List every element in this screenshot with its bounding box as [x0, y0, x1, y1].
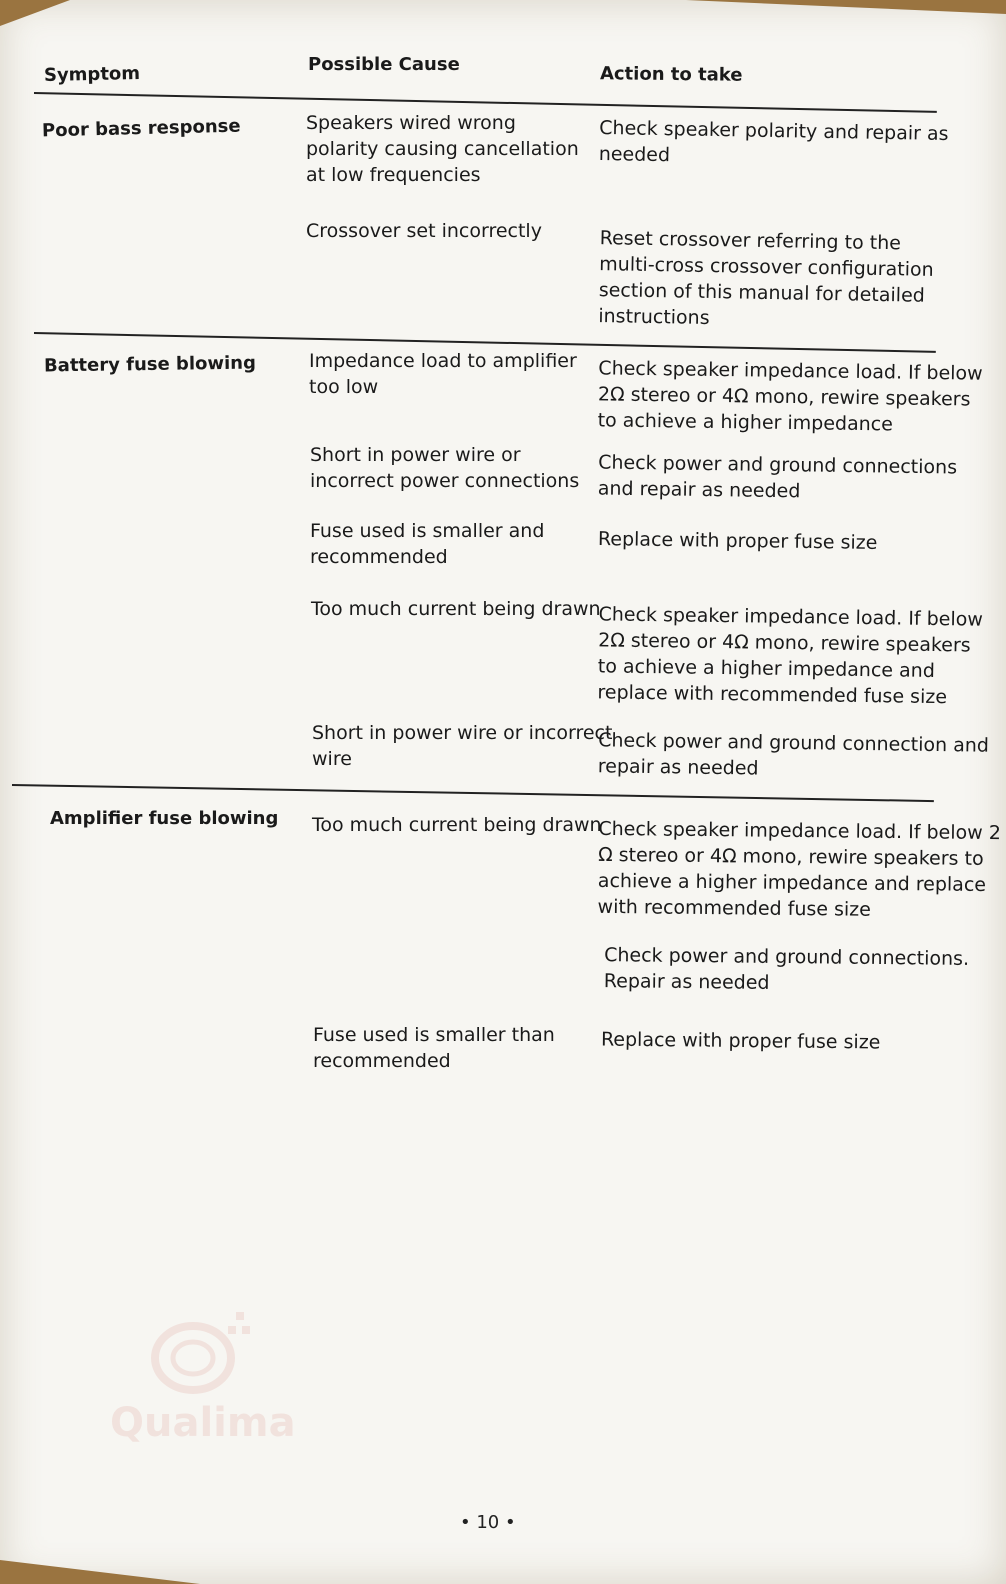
speaker-logo-icon — [148, 1298, 268, 1408]
cause-text: Short in power wire or incorrect wire — [312, 722, 613, 770]
header-cause: Possible Cause — [308, 54, 460, 75]
cause-text: Fuse used is smaller than recommended — [313, 1024, 555, 1072]
action-text: Check speaker impedance load. If below 2 Ω stereo or 4Ω mono, rewire speakers to achieve a higher impedance and replace with recommended fuse size — [597, 817, 1001, 921]
action-text: Replace with proper fuse size — [600, 1028, 881, 1054]
action-text: Check power and ground connection and repair as needed — [597, 729, 990, 780]
action-text: Replace with proper fuse size — [597, 528, 878, 554]
page-number: • 10 • — [460, 1512, 516, 1533]
table-rule — [12, 784, 934, 802]
symptom-label: Poor bass response — [41, 115, 241, 142]
symptom-label: Battery fuse blowing — [43, 352, 257, 377]
symptom-label: Amplifier fuse blowing — [50, 808, 279, 829]
watermark-text: Qualima — [110, 1400, 296, 1446]
action-text: Check speaker polarity and repair as needed — [598, 116, 949, 167]
page-corner — [0, 1560, 200, 1584]
cause-text: Crossover set incorrectly — [306, 220, 542, 242]
action-text: Check power and ground connections and repair as needed — [597, 451, 958, 503]
cause-text: Too much current being drawn — [311, 598, 601, 620]
page-corner — [686, 0, 1006, 14]
cause-text: Fuse used is smaller and recommended — [310, 520, 545, 568]
header-action: Action to take — [599, 63, 743, 86]
cause-text: Short in power wire or incorrect power connections — [310, 444, 580, 492]
action-text: Check speaker impedance load. If below 2Ω stereo or 4Ω mono, rewire speakers to achieve a higher impedance and replace with recommended fuse size — [597, 603, 984, 709]
watermark-logo — [98, 1278, 298, 1478]
cause-text: Speakers wired wrong polarity causing cancellation at low frequencies — [306, 112, 579, 186]
action-text: Check power and ground connections. Repair as needed — [603, 944, 970, 994]
header-symptom: Symptom — [43, 62, 141, 87]
action-text: Reset crossover referring to the multi-cross crossover configuration section of this manual for detailed instructions — [598, 227, 934, 330]
action-text: Check speaker impedance load. If below 2Ω stereo or 4Ω mono, rewire speakers to achieve a higher impedance — [597, 357, 983, 436]
page-corner — [0, 0, 70, 26]
cause-text: Impedance load to amplifier too low — [309, 350, 577, 398]
cause-text: Too much current being drawn — [312, 814, 602, 836]
